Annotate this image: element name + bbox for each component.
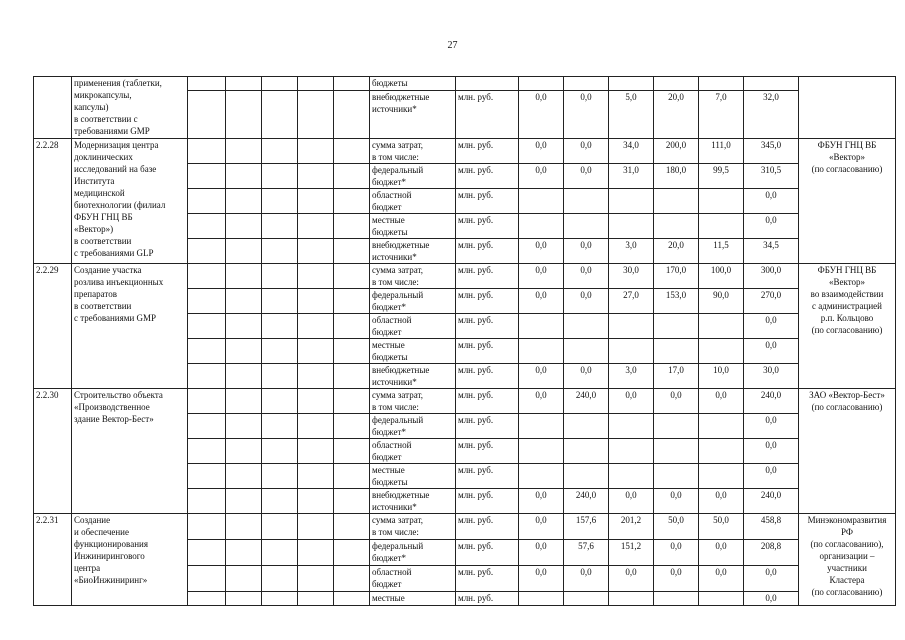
empty-cell <box>226 540 262 566</box>
funding-source: сумма затрат, в том числе: <box>370 139 456 164</box>
executor: Минэкономразвития РФ (по согласованию), организации – участники Кластера (по согласованию) <box>799 514 896 606</box>
year-value <box>564 214 609 239</box>
item-number: 2.2.30 <box>34 389 72 514</box>
year-value: 0,0 <box>699 540 744 566</box>
empty-cell <box>334 439 370 464</box>
year-value: 0,0 <box>519 389 564 414</box>
year-value: 0,0 <box>564 566 609 592</box>
empty-cell <box>262 314 298 339</box>
year-value: 0,0 <box>654 540 699 566</box>
year-value: 34,0 <box>609 139 654 164</box>
year-value: 153,0 <box>654 289 699 314</box>
year-value: 0,0 <box>519 540 564 566</box>
empty-cell <box>298 414 334 439</box>
empty-cell <box>298 514 334 540</box>
year-value: 5,0 <box>609 91 654 139</box>
empty-cell <box>334 389 370 414</box>
year-value: 0,0 <box>654 566 699 592</box>
total-value: 0,0 <box>744 566 799 592</box>
year-value: 200,0 <box>654 139 699 164</box>
total-value: 240,0 <box>744 489 799 514</box>
empty-cell <box>226 91 262 139</box>
year-value <box>654 592 699 606</box>
year-value: 0,0 <box>564 139 609 164</box>
year-value: 0,0 <box>609 489 654 514</box>
year-value: 20,0 <box>654 239 699 264</box>
empty-cell <box>188 214 226 239</box>
unit-cell: млн. руб. <box>456 239 519 264</box>
empty-cell <box>226 139 262 164</box>
year-value <box>654 464 699 489</box>
empty-cell <box>262 289 298 314</box>
total-value: 30,0 <box>744 364 799 389</box>
empty-cell <box>334 264 370 289</box>
unit-cell: млн. руб. <box>456 139 519 164</box>
unit-cell: млн. руб. <box>456 164 519 189</box>
empty-cell <box>262 91 298 139</box>
funding-source: местные <box>370 592 456 606</box>
empty-cell <box>298 389 334 414</box>
unit-cell: млн. руб. <box>456 592 519 606</box>
empty-cell <box>334 566 370 592</box>
item-number <box>34 77 72 139</box>
year-value: 90,0 <box>699 289 744 314</box>
empty-cell <box>262 339 298 364</box>
funding-source: бюджеты <box>370 77 456 91</box>
year-value <box>519 592 564 606</box>
year-value: 0,0 <box>654 489 699 514</box>
year-value: 0,0 <box>564 239 609 264</box>
year-value: 0,0 <box>519 91 564 139</box>
year-value: 17,0 <box>654 364 699 389</box>
item-description: Строительство объекта «Производственное здание Вектор-Бест» <box>72 389 188 514</box>
empty-cell <box>188 364 226 389</box>
empty-cell <box>334 314 370 339</box>
empty-cell <box>262 189 298 214</box>
empty-cell <box>262 592 298 606</box>
table-row <box>34 389 896 414</box>
year-value <box>654 314 699 339</box>
empty-cell <box>334 77 370 91</box>
year-value: 0,0 <box>564 289 609 314</box>
empty-cell <box>262 239 298 264</box>
empty-cell <box>226 189 262 214</box>
empty-cell <box>188 339 226 364</box>
empty-cell <box>262 264 298 289</box>
year-value <box>609 414 654 439</box>
item-description: Модернизация центра доклинических исследований на базе Института медицинской биотехнологии (филиал ФБУН ГНЦ ВБ «Вектор») в соответствии с требованиями GLP <box>72 139 188 264</box>
year-value: 170,0 <box>654 264 699 289</box>
year-value <box>564 77 609 91</box>
unit-cell: млн. руб. <box>456 91 519 139</box>
empty-cell <box>188 139 226 164</box>
empty-cell <box>262 139 298 164</box>
unit-cell: млн. руб. <box>456 264 519 289</box>
empty-cell <box>298 214 334 239</box>
year-value <box>654 77 699 91</box>
year-value <box>609 77 654 91</box>
year-value <box>609 189 654 214</box>
unit-cell: млн. руб. <box>456 414 519 439</box>
year-value <box>654 214 699 239</box>
year-value <box>654 189 699 214</box>
empty-cell <box>334 189 370 214</box>
year-value: 240,0 <box>564 389 609 414</box>
empty-cell <box>334 339 370 364</box>
item-number: 2.2.28 <box>34 139 72 264</box>
year-value: 0,0 <box>519 489 564 514</box>
item-number: 2.2.29 <box>34 264 72 389</box>
year-value: 0,0 <box>519 239 564 264</box>
empty-cell <box>262 489 298 514</box>
unit-cell: млн. руб. <box>456 464 519 489</box>
total-value: 0,0 <box>744 464 799 489</box>
item-description: применения (таблетки, микрокапсулы, капсулы) в соответствии с требованиями GMP <box>72 77 188 139</box>
total-value: 0,0 <box>744 314 799 339</box>
table-row <box>34 514 896 540</box>
year-value <box>519 464 564 489</box>
funding-source: сумма затрат, в том числе: <box>370 514 456 540</box>
empty-cell <box>262 214 298 239</box>
empty-cell <box>188 566 226 592</box>
empty-cell <box>262 364 298 389</box>
year-value <box>519 314 564 339</box>
year-value <box>564 464 609 489</box>
total-value: 32,0 <box>744 91 799 139</box>
empty-cell <box>188 239 226 264</box>
empty-cell <box>334 289 370 314</box>
year-value: 0,0 <box>609 566 654 592</box>
empty-cell <box>262 464 298 489</box>
year-value: 100,0 <box>699 264 744 289</box>
table-row <box>34 77 896 91</box>
empty-cell <box>188 264 226 289</box>
year-value <box>609 439 654 464</box>
year-value <box>564 414 609 439</box>
funding-source: сумма затрат, в том числе: <box>370 389 456 414</box>
empty-cell <box>334 164 370 189</box>
table-row <box>34 139 896 164</box>
year-value <box>699 592 744 606</box>
total-value: 0,0 <box>744 189 799 214</box>
unit-cell: млн. руб. <box>456 214 519 239</box>
year-value: 0,0 <box>519 289 564 314</box>
empty-cell <box>298 540 334 566</box>
empty-cell <box>298 139 334 164</box>
year-value <box>609 464 654 489</box>
year-value <box>654 414 699 439</box>
unit-cell: млн. руб. <box>456 514 519 540</box>
empty-cell <box>226 289 262 314</box>
total-value <box>744 77 799 91</box>
budget-table <box>33 76 896 606</box>
empty-cell <box>334 514 370 540</box>
year-value: 0,0 <box>699 489 744 514</box>
empty-cell <box>298 566 334 592</box>
year-value: 151,2 <box>609 540 654 566</box>
unit-cell: млн. руб. <box>456 439 519 464</box>
empty-cell <box>226 414 262 439</box>
empty-cell <box>298 164 334 189</box>
funding-source: федеральный бюджет* <box>370 164 456 189</box>
year-value <box>699 464 744 489</box>
empty-cell <box>188 514 226 540</box>
funding-source: федеральный бюджет* <box>370 414 456 439</box>
total-value: 300,0 <box>744 264 799 289</box>
item-number: 2.2.31 <box>34 514 72 606</box>
year-value: 201,2 <box>609 514 654 540</box>
item-description: Создание и обеспечение функционирования Инжинирингового центра «БиоИнжиниринг» <box>72 514 188 606</box>
unit-cell: млн. руб. <box>456 364 519 389</box>
year-value: 27,0 <box>609 289 654 314</box>
empty-cell <box>188 592 226 606</box>
total-value: 0,0 <box>744 414 799 439</box>
funding-source: местные бюджеты <box>370 464 456 489</box>
empty-cell <box>334 364 370 389</box>
total-value: 270,0 <box>744 289 799 314</box>
executor <box>799 77 896 139</box>
empty-cell <box>262 439 298 464</box>
empty-cell <box>334 464 370 489</box>
year-value <box>654 439 699 464</box>
funding-source: областной бюджет <box>370 439 456 464</box>
year-value <box>699 314 744 339</box>
empty-cell <box>334 540 370 566</box>
year-value <box>564 339 609 364</box>
table-body <box>34 77 896 606</box>
empty-cell <box>334 414 370 439</box>
empty-cell <box>298 339 334 364</box>
year-value: 30,0 <box>609 264 654 289</box>
empty-cell <box>298 592 334 606</box>
funding-source: местные бюджеты <box>370 339 456 364</box>
year-value: 0,0 <box>519 566 564 592</box>
empty-cell <box>334 239 370 264</box>
year-value: 50,0 <box>654 514 699 540</box>
year-value <box>609 592 654 606</box>
year-value <box>699 189 744 214</box>
empty-cell <box>226 489 262 514</box>
empty-cell <box>188 91 226 139</box>
empty-cell <box>226 439 262 464</box>
empty-cell <box>188 439 226 464</box>
empty-cell <box>188 77 226 91</box>
empty-cell <box>298 264 334 289</box>
year-value <box>519 214 564 239</box>
year-value <box>699 339 744 364</box>
year-value: 50,0 <box>699 514 744 540</box>
year-value: 0,0 <box>609 389 654 414</box>
year-value: 0,0 <box>564 264 609 289</box>
empty-cell <box>226 566 262 592</box>
empty-cell <box>262 164 298 189</box>
empty-cell <box>262 540 298 566</box>
year-value: 0,0 <box>519 364 564 389</box>
year-value <box>564 592 609 606</box>
unit-cell: млн. руб. <box>456 339 519 364</box>
empty-cell <box>226 164 262 189</box>
executor: ФБУН ГНЦ ВБ «Вектор» во взаимодействии с администрацией р.п. Кольцово (по согласованию) <box>799 264 896 389</box>
empty-cell <box>226 364 262 389</box>
empty-cell <box>334 592 370 606</box>
empty-cell <box>226 514 262 540</box>
unit-cell <box>456 77 519 91</box>
year-value: 240,0 <box>564 489 609 514</box>
empty-cell <box>334 91 370 139</box>
year-value <box>519 439 564 464</box>
year-value <box>609 314 654 339</box>
unit-cell: млн. руб. <box>456 289 519 314</box>
empty-cell <box>226 339 262 364</box>
year-value: 11,5 <box>699 239 744 264</box>
empty-cell <box>226 314 262 339</box>
total-value: 0,0 <box>744 592 799 606</box>
total-value: 208,8 <box>744 540 799 566</box>
empty-cell <box>226 592 262 606</box>
year-value <box>564 189 609 214</box>
year-value: 31,0 <box>609 164 654 189</box>
funding-source: внебюджетные источники* <box>370 364 456 389</box>
empty-cell <box>262 389 298 414</box>
empty-cell <box>188 414 226 439</box>
year-value <box>654 339 699 364</box>
year-value <box>564 314 609 339</box>
empty-cell <box>298 91 334 139</box>
unit-cell: млн. руб. <box>456 314 519 339</box>
funding-source: федеральный бюджет* <box>370 540 456 566</box>
empty-cell <box>188 540 226 566</box>
empty-cell <box>226 239 262 264</box>
year-value <box>564 439 609 464</box>
year-value: 3,0 <box>609 364 654 389</box>
year-value: 157,6 <box>564 514 609 540</box>
empty-cell <box>298 364 334 389</box>
funding-source: внебюджетные источники* <box>370 91 456 139</box>
empty-cell <box>188 289 226 314</box>
funding-source: областной бюджет <box>370 189 456 214</box>
total-value: 0,0 <box>744 214 799 239</box>
funding-source: областной бюджет <box>370 314 456 339</box>
empty-cell <box>262 414 298 439</box>
total-value: 34,5 <box>744 239 799 264</box>
empty-cell <box>226 389 262 414</box>
unit-cell: млн. руб. <box>456 489 519 514</box>
item-description: Создание участка розлива инъекционных препаратов в соответствии с требованиями GMP <box>72 264 188 389</box>
year-value: 0,0 <box>654 389 699 414</box>
empty-cell <box>298 489 334 514</box>
empty-cell <box>298 464 334 489</box>
year-value <box>519 414 564 439</box>
table-row <box>34 264 896 289</box>
year-value: 0,0 <box>564 91 609 139</box>
empty-cell <box>298 439 334 464</box>
empty-cell <box>334 139 370 164</box>
year-value <box>699 439 744 464</box>
year-value <box>699 214 744 239</box>
year-value: 0,0 <box>519 264 564 289</box>
total-value: 458,8 <box>744 514 799 540</box>
total-value: 240,0 <box>744 389 799 414</box>
total-value: 0,0 <box>744 339 799 364</box>
empty-cell <box>226 464 262 489</box>
executor: ЗАО «Вектор-Бест» (по согласованию) <box>799 389 896 514</box>
year-value <box>519 339 564 364</box>
year-value <box>609 214 654 239</box>
executor: ФБУН ГНЦ ВБ «Вектор» (по согласованию) <box>799 139 896 264</box>
funding-source: внебюджетные источники* <box>370 489 456 514</box>
year-value: 99,5 <box>699 164 744 189</box>
empty-cell <box>226 264 262 289</box>
unit-cell: млн. руб. <box>456 189 519 214</box>
year-value: 0,0 <box>699 389 744 414</box>
funding-source: внебюджетные источники* <box>370 239 456 264</box>
total-value: 345,0 <box>744 139 799 164</box>
empty-cell <box>188 389 226 414</box>
funding-source: областной бюджет <box>370 566 456 592</box>
empty-cell <box>262 566 298 592</box>
empty-cell <box>298 77 334 91</box>
year-value: 0,0 <box>699 566 744 592</box>
total-value: 0,0 <box>744 439 799 464</box>
empty-cell <box>298 289 334 314</box>
empty-cell <box>188 314 226 339</box>
year-value <box>519 189 564 214</box>
year-value: 0,0 <box>564 164 609 189</box>
year-value: 10,0 <box>699 364 744 389</box>
year-value: 111,0 <box>699 139 744 164</box>
empty-cell <box>188 464 226 489</box>
empty-cell <box>334 214 370 239</box>
year-value: 3,0 <box>609 239 654 264</box>
page-number: 27 <box>447 40 458 51</box>
year-value <box>699 77 744 91</box>
funding-source: сумма затрат, в том числе: <box>370 264 456 289</box>
year-value: 20,0 <box>654 91 699 139</box>
empty-cell <box>188 189 226 214</box>
empty-cell <box>188 489 226 514</box>
unit-cell: млн. руб. <box>456 540 519 566</box>
empty-cell <box>188 164 226 189</box>
empty-cell <box>298 189 334 214</box>
year-value: 180,0 <box>654 164 699 189</box>
year-value <box>699 414 744 439</box>
empty-cell <box>298 314 334 339</box>
unit-cell: млн. руб. <box>456 566 519 592</box>
empty-cell <box>334 489 370 514</box>
funding-source: федеральный бюджет* <box>370 289 456 314</box>
year-value: 7,0 <box>699 91 744 139</box>
unit-cell: млн. руб. <box>456 389 519 414</box>
year-value: 57,6 <box>564 540 609 566</box>
empty-cell <box>226 77 262 91</box>
total-value: 310,5 <box>744 164 799 189</box>
funding-source: местные бюджеты <box>370 214 456 239</box>
year-value: 0,0 <box>519 514 564 540</box>
year-value <box>609 339 654 364</box>
year-value: 0,0 <box>519 139 564 164</box>
empty-cell <box>226 214 262 239</box>
year-value: 0,0 <box>519 164 564 189</box>
empty-cell <box>262 77 298 91</box>
year-value: 0,0 <box>564 364 609 389</box>
year-value <box>519 77 564 91</box>
empty-cell <box>298 239 334 264</box>
empty-cell <box>262 514 298 540</box>
